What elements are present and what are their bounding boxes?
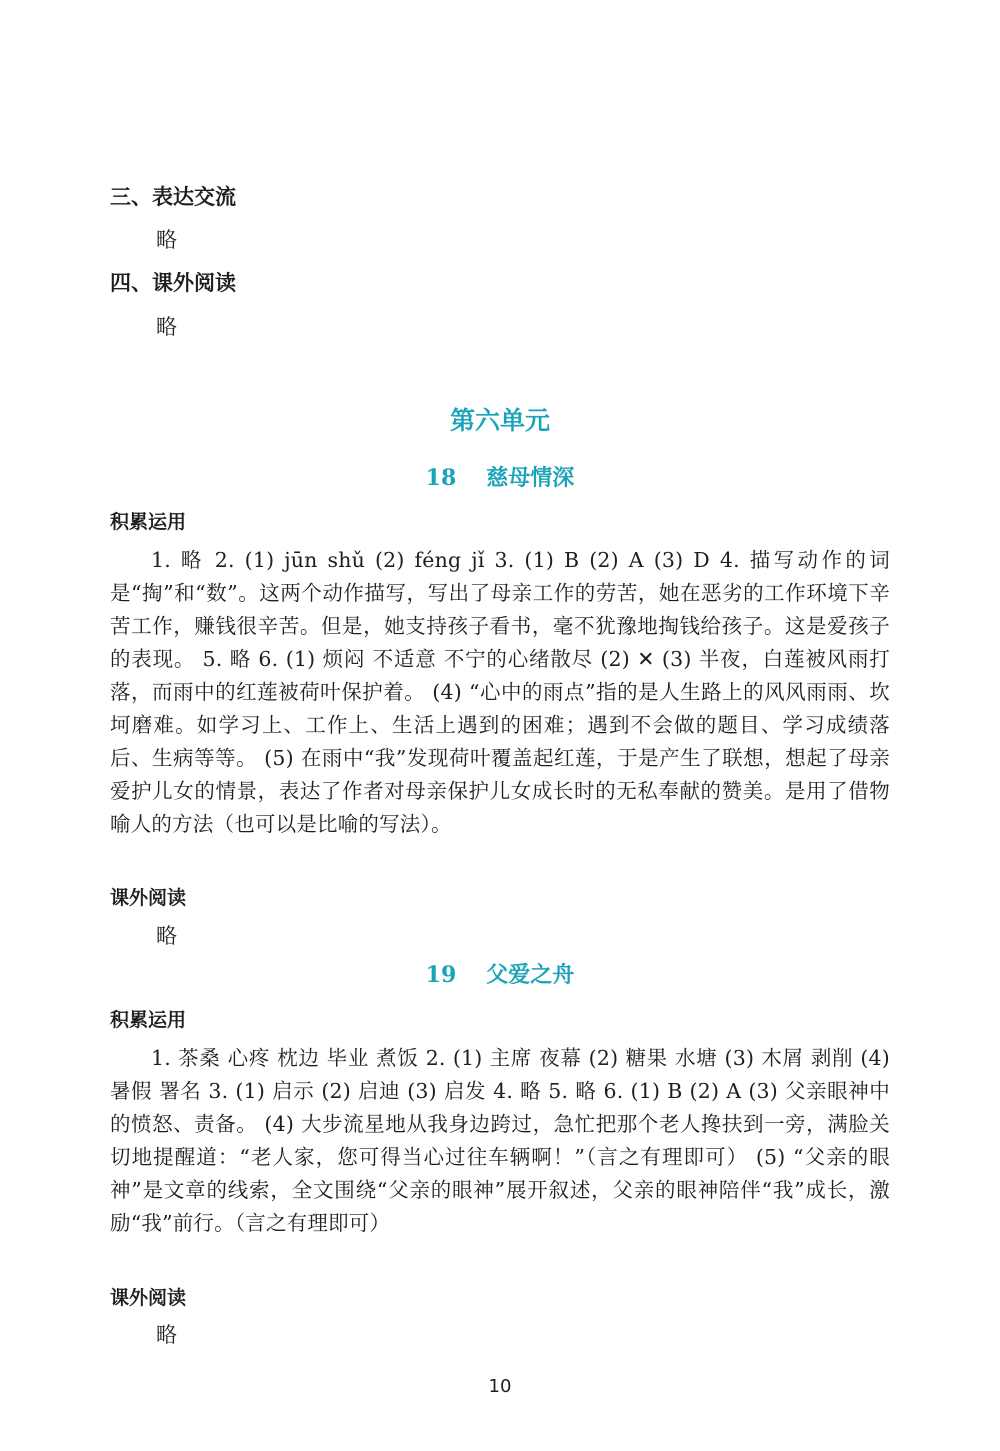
- lesson-18-reading-text: 略: [156, 924, 177, 948]
- lesson-19-number: 19: [425, 962, 457, 988]
- lesson-18-accumulate-text: 1. 略 2. (1) jūn shǔ (2) féng jǐ 3. (1) B (2) A (3) D 4. 描写动作的词是“掏”和“数”。这两个动作描写，写出了母亲工作的劳苦，她在恶劣的工作环境下辛苦工作，赚钱很辛苦。但是，她支持孩子看书，毫不犹豫地掏钱给孩子。这是爱孩子的表现。 5. 略 6. (1) 烦闷 不适意 不宁的心绪散尽 (2) ✕ (3) 半夜，白莲被风雨打落，而雨中的红莲被荷叶保护着。 (4) “心中的雨点”指的是人生路上的风风雨雨、坎坷磨难。如学习上、工作上、生活上遇到的困难；遇到不会做的题目、学习成绩落后、生病等等。 (5) 在雨中“我”发现荷叶覆盖起红莲，于是产生了联想，想起了母亲爱护儿女的情景，表达了作者对母亲保护儿女成长时的无私奉献的赞美。是用了借物喻人的方法（也可以是比喻的写法）。: [110, 548, 890, 836]
- lesson-18-reading-heading: 课外阅读: [110, 887, 187, 909]
- lesson-18-number: 18: [425, 465, 457, 491]
- page-number: 10: [488, 1376, 512, 1397]
- lesson-19-reading-heading: 课外阅读: [110, 1287, 187, 1309]
- section-heading-reading: 四、课外阅读: [110, 271, 236, 295]
- section-heading-expression: 三、表达交流: [110, 185, 236, 209]
- lesson-18-accumulate-heading: 积累运用: [110, 511, 187, 533]
- section-body-reading: 略: [156, 315, 177, 339]
- unit-title: 第六单元: [449, 406, 550, 435]
- section-body-expression: 略: [156, 228, 177, 252]
- lesson-19-title: [0, 960, 1000, 990]
- lesson-18-name: 慈母情深: [486, 465, 575, 491]
- lesson-19-accumulate-text: 1. 茶桑 心疼 枕边 毕业 煮饭 2. (1) 主席 夜幕 (2) 糖果 水塘 (3) 木屑 剥削 (4) 暑假 署名 3. (1) 启示 (2) 启迪 (3) 启发 4. 略 5. 略 6. (1) B (2) A (3) 父亲眼神中的愤怒、责备。 (4) 大步流星地从我身边跨过，急忙把那个老人搀扶到一旁，满脸关切地提醒道：“老人家，您可得当心过往车辆啊！”（言之有理即可） (5) “父亲的眼神”是文章的线索，全文围绕“父亲的眼神”展开叙述，父亲的眼神陪伴“我”成长，激励“我”前行。（言之有理即可）: [110, 1046, 890, 1235]
- lesson-18-title: [0, 463, 1000, 493]
- lesson-19-name: 父爱之舟: [486, 962, 575, 988]
- lesson-19-reading-text: 略: [156, 1323, 177, 1347]
- lesson-19-accumulate-heading: 积累运用: [110, 1009, 187, 1031]
